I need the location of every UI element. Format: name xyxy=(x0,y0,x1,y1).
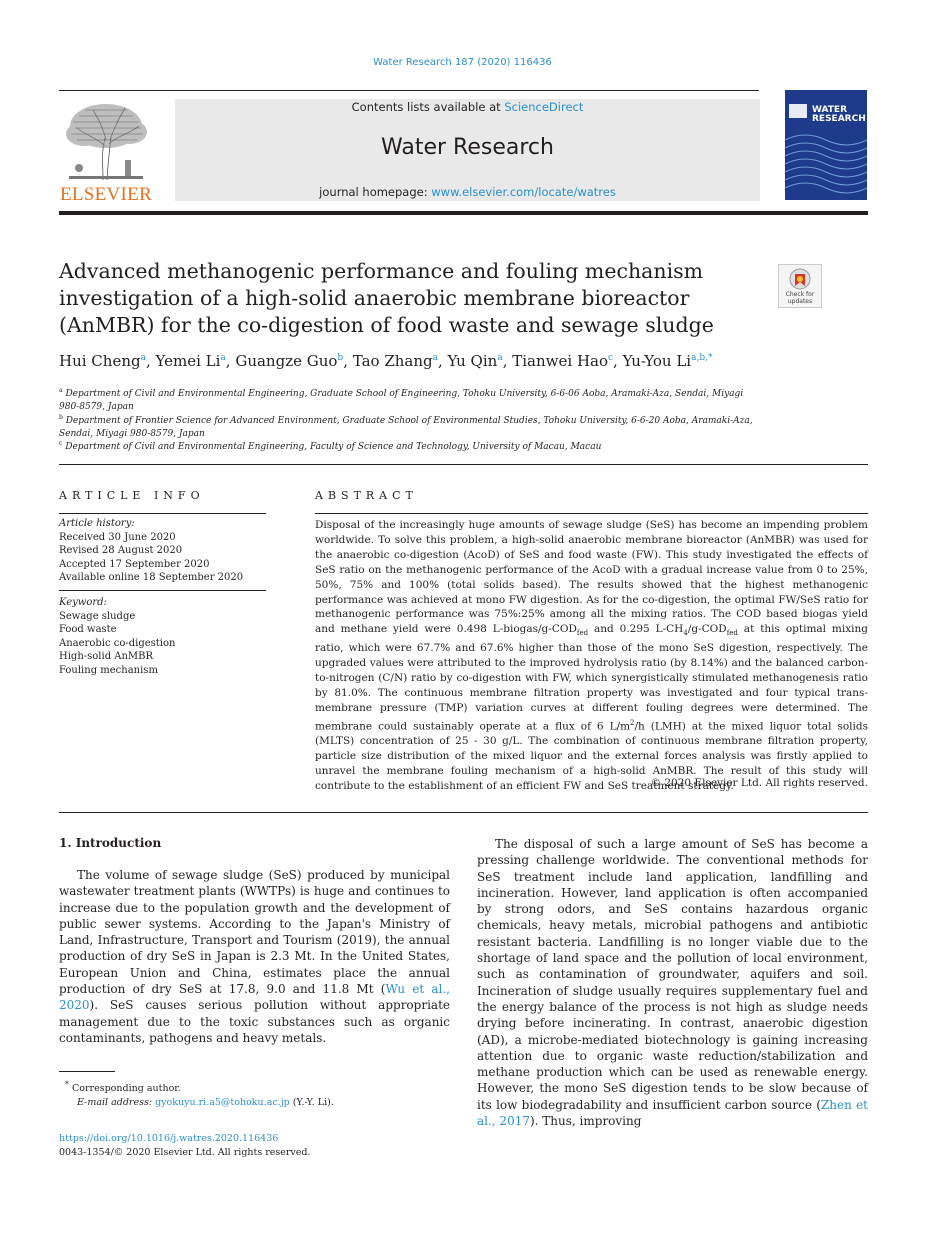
abstract-part: Disposal of the increasingly huge amounts of sewage sludge (SeS) has become an impending problem worldwide. To solve this problem, a high-solid anaerobic membrane bioreactor (AnMBR) was used for the anaerobic co-digestion (AcoD) of SeS and food waste (FW). This study investigated the effects of SeS ratio on the methanogenic performance of the AcoD with a gradual increase value from 0 to 25%, 50%, 75% and 100% (total solids based). The results showed that the highest methanogenic performance was achieved at mono FW digestion. As for the co-digestion, the optimal FW/SeS ratio for methanogenic performance was 75%:25% among all the mixing ratios. The COD based biogas yield and methane yield were 0.498 L-biogas/g-COD xyxy=(315,519,868,636)
abstract-part: and 0.295 L-CH xyxy=(588,623,684,636)
author-name[interactable]: Hui Cheng xyxy=(59,352,141,370)
citation-link[interactable]: Zhen et al., 2017 xyxy=(477,1097,868,1129)
affiliation-c xyxy=(59,437,759,454)
body-column-right xyxy=(477,836,868,1129)
section-heading-introduction: 1. Introduction xyxy=(59,836,162,850)
body-text: ). SeS causes serious pollution without appropriate management due to the toxic substances such as organic contaminants, pathogens and heavy metals. xyxy=(59,998,450,1045)
history-revised: Revised 28 August 2020 xyxy=(59,545,183,556)
author-affiliation-marker[interactable]: a xyxy=(497,353,503,363)
doi-block xyxy=(59,1132,311,1160)
email-suffix: (Y.-Y. Li). xyxy=(289,1097,334,1109)
abstract-part: /h (LMH) at the mixed liquor total solids (MLTS) concentration of 25 - 30 g/L. The combination of continuous membrane filtration property, particle size distribution of the mixed liquor and the external forces analysis was firstly applied to unravel the membrane fouling mechanism of a high-solid AnMBR. The result of this study will contribute to the establishment of an efficient FW and SeS treatment strategy. xyxy=(315,720,868,792)
abstract-copyright: © 2020 Elsevier Ltd. All rights reserved. xyxy=(650,777,868,789)
email-line xyxy=(59,1096,459,1110)
cover-title-line-2: RESEARCH xyxy=(812,114,866,124)
author-affiliation-marker[interactable]: b xyxy=(337,353,344,363)
contents-prefix: Contents lists available at xyxy=(351,100,505,114)
header-top-rule xyxy=(59,90,759,91)
journal-homepage-line xyxy=(175,185,760,199)
author-affiliation-marker[interactable]: c xyxy=(608,353,614,363)
author-affiliation-marker[interactable]: a,b,* xyxy=(691,353,713,363)
check-for-updates-badge[interactable] xyxy=(778,264,822,308)
doi-link[interactable]: https://doi.org/10.1016/j.watres.2020.116436 xyxy=(59,1133,279,1144)
body-text: The disposal of such a large amount of SeS has become a pressing challenge worldwide. The conventional methods for SeS treatment include land application, landfilling and incineration. However, land application is often accompanied by strong odors, and SeS contains hazardous organic chemicals, heavy metals, microbial pathogens and antibiotic resistant bacteria. Landfilling is no longer viable due to the shortage of land space and the pollution of local environment, such as contamination of groundwater, aquifers and soil. Incineration of sludge usually requires supplementary fuel and the energy balance of the process is not high as sludge needs drying before incinerating. In contrast, anaerobic digestion (AD), a microbe-mediated biotechnology is gaining increasing attention due to organic waste reduction/stabilization and methane production which can be used as renewable energy. However, the mono SeS digestion tends to be slow because of its low biodegradability and insufficient carbon source ( xyxy=(477,837,868,1112)
elsevier-wordmark[interactable]: ELSEVIER xyxy=(59,184,153,205)
corresponding-footnote xyxy=(59,1078,459,1110)
author-name[interactable]: Yu Qin xyxy=(447,352,498,370)
abstract-rule xyxy=(315,513,868,514)
cover-title-line-1: WATER xyxy=(812,105,848,115)
history-accepted: Accepted 17 September 2020 xyxy=(59,558,210,570)
author-name[interactable]: Tao Zhang xyxy=(352,352,433,370)
author-affiliation-marker[interactable]: a xyxy=(220,353,226,363)
author-affiliation-marker[interactable]: a xyxy=(432,353,438,363)
author-separator: , xyxy=(343,352,353,370)
author-separator: , xyxy=(437,352,448,370)
author-name[interactable]: Tianwei Hao xyxy=(512,352,608,370)
author-affiliation-marker[interactable]: a xyxy=(140,353,146,363)
affiliation-a xyxy=(59,384,759,414)
author-name[interactable]: Yu-You Li xyxy=(622,352,692,370)
affiliation-b-text: Department of Frontier Science for Advanced Environment, Graduate School of Environmental Studies, Tohoku University, 6-6-20 Aoba, Aramaki-Aza, Sendai, Miyagi 980-8579, Japan xyxy=(59,416,753,439)
contents-available-line xyxy=(175,100,760,114)
abstract-subscript: 4 xyxy=(683,629,688,638)
author-separator: , xyxy=(502,352,513,370)
history-received: Received 30 June 2020 xyxy=(59,531,176,543)
affiliation-c-marker: c xyxy=(59,440,63,447)
abstract-divider xyxy=(59,812,868,813)
keywords xyxy=(59,596,269,677)
keyword-item: High-solid AnMBR xyxy=(59,651,154,662)
article-history xyxy=(59,517,269,585)
crossmark-label xyxy=(779,291,821,305)
author-separator: , xyxy=(613,352,623,370)
article-info-rule xyxy=(59,513,266,514)
keyword-item: Anaerobic co-digestion xyxy=(59,637,176,649)
keyword-item: Fouling mechanism xyxy=(59,664,158,676)
affiliation-a-text: Department of Civil and Environmental Engineering, Graduate School of Engineering, Tohoku University, 6-6-06 Aoba, Aramaki-Aza, Sendai, Miyagi 980-8579, Japan xyxy=(59,389,744,412)
journal-reference[interactable]: Water Research 187 (2020) 116436 xyxy=(373,57,552,68)
email-link[interactable]: gyokuyu.ri.a5@tohoku.ac.jp xyxy=(155,1097,290,1109)
journal-homepage-link[interactable]: www.elsevier.com/locate/watres xyxy=(431,185,616,199)
article-title: Advanced methanogenic performance and fouling mechanism investigation of a high-solid anaerobic membrane bioreactor (AnMBR) for the co-digestion of food waste and sewage sludge xyxy=(59,259,714,337)
email-label: E-mail address: xyxy=(77,1097,156,1109)
author-list xyxy=(59,352,859,370)
abstract-subscript: fed xyxy=(726,629,738,638)
affiliation-a-marker: a xyxy=(59,387,63,394)
body-column-left xyxy=(59,867,450,1046)
sciencedirect-link[interactable]: ScienceDirect xyxy=(504,100,584,114)
keyword-label: Keyword: xyxy=(59,597,107,608)
abstract-heading: ABSTRACT xyxy=(315,489,418,502)
corresponding-author-line xyxy=(59,1078,459,1096)
affiliation-c-text: Department of Civil and Environmental Engineering, Faculty of Science and Technology, University of Macau, Macau xyxy=(65,442,602,452)
author-separator: , xyxy=(225,352,236,370)
cover-title xyxy=(812,106,864,124)
author-separator: , xyxy=(145,352,156,370)
corresponding-mark: * xyxy=(65,1080,69,1089)
abstract-text xyxy=(315,518,868,794)
history-online: Available online 18 September 2020 xyxy=(59,572,244,583)
abstract-part: /g-COD xyxy=(687,623,727,636)
author-name[interactable]: Guangze Guo xyxy=(235,352,338,370)
homepage-prefix: journal homepage: xyxy=(319,185,432,199)
footnote-rule xyxy=(59,1071,115,1072)
crossmark-label-line-1: Check for xyxy=(785,291,815,298)
history-label: Article history: xyxy=(59,518,135,529)
keywords-rule xyxy=(59,590,266,591)
keyword-item: Food waste xyxy=(59,624,117,635)
body-text: The volume of sewage sludge (SeS) produced by municipal wastewater treatment plants (WWTPs) is huge and continues to increase due to the population growth and the development of public sewer systems. According to the Japan's Ministry of Land, Infrastructure, Transport and Tourism (2019), the annual production of dry SeS in Japan is 2.3 Mt. In the United States, European Union and China, estimates place the annual production of dry SeS at 17.8, 9.0 and 11.8 Mt ( xyxy=(59,868,450,997)
title-divider xyxy=(59,464,868,465)
author-name[interactable]: Yemei Li xyxy=(155,352,221,370)
citation-link[interactable]: Wu et al., 2020 xyxy=(59,982,451,1013)
abstract-part: at this optimal mixing ratio, which were 67.7% and 67.6% higher than those of the mono SeS digestion, respectively. The upgraded values were attributed to the improved hydrolysis ratio (by 8.14%) and the balanced carbon-to-nitrogen (C/N) ratio by co-digestion with FW, which synergistically stimulated methanogenesis ratio by 81.0%. The continuous membrane filtration property was investigated and four typical trans-membrane pressure (TMP) variation curves at different fouling degrees were determined. The membrane could sustainably operate at a flux of 6 L/m xyxy=(315,623,868,733)
header-thick-rule xyxy=(59,211,868,215)
abstract-subscript: fed xyxy=(576,629,589,638)
corresponding-label: Corresponding author. xyxy=(72,1083,181,1095)
issn-copyright: 0043-1354/© 2020 Elsevier Ltd. All rights reserved. xyxy=(59,1147,311,1158)
body-text: ). Thus, improving xyxy=(529,1114,642,1129)
crossmark-label-line-2: updates xyxy=(787,298,813,305)
abstract-superscript: 2 xyxy=(630,718,635,727)
keyword-item: Sewage sludge xyxy=(59,610,136,622)
affiliation-b-marker: b xyxy=(59,414,63,421)
journal-name: Water Research xyxy=(381,135,554,160)
article-info-heading: ARTICLE INFO xyxy=(59,489,205,502)
